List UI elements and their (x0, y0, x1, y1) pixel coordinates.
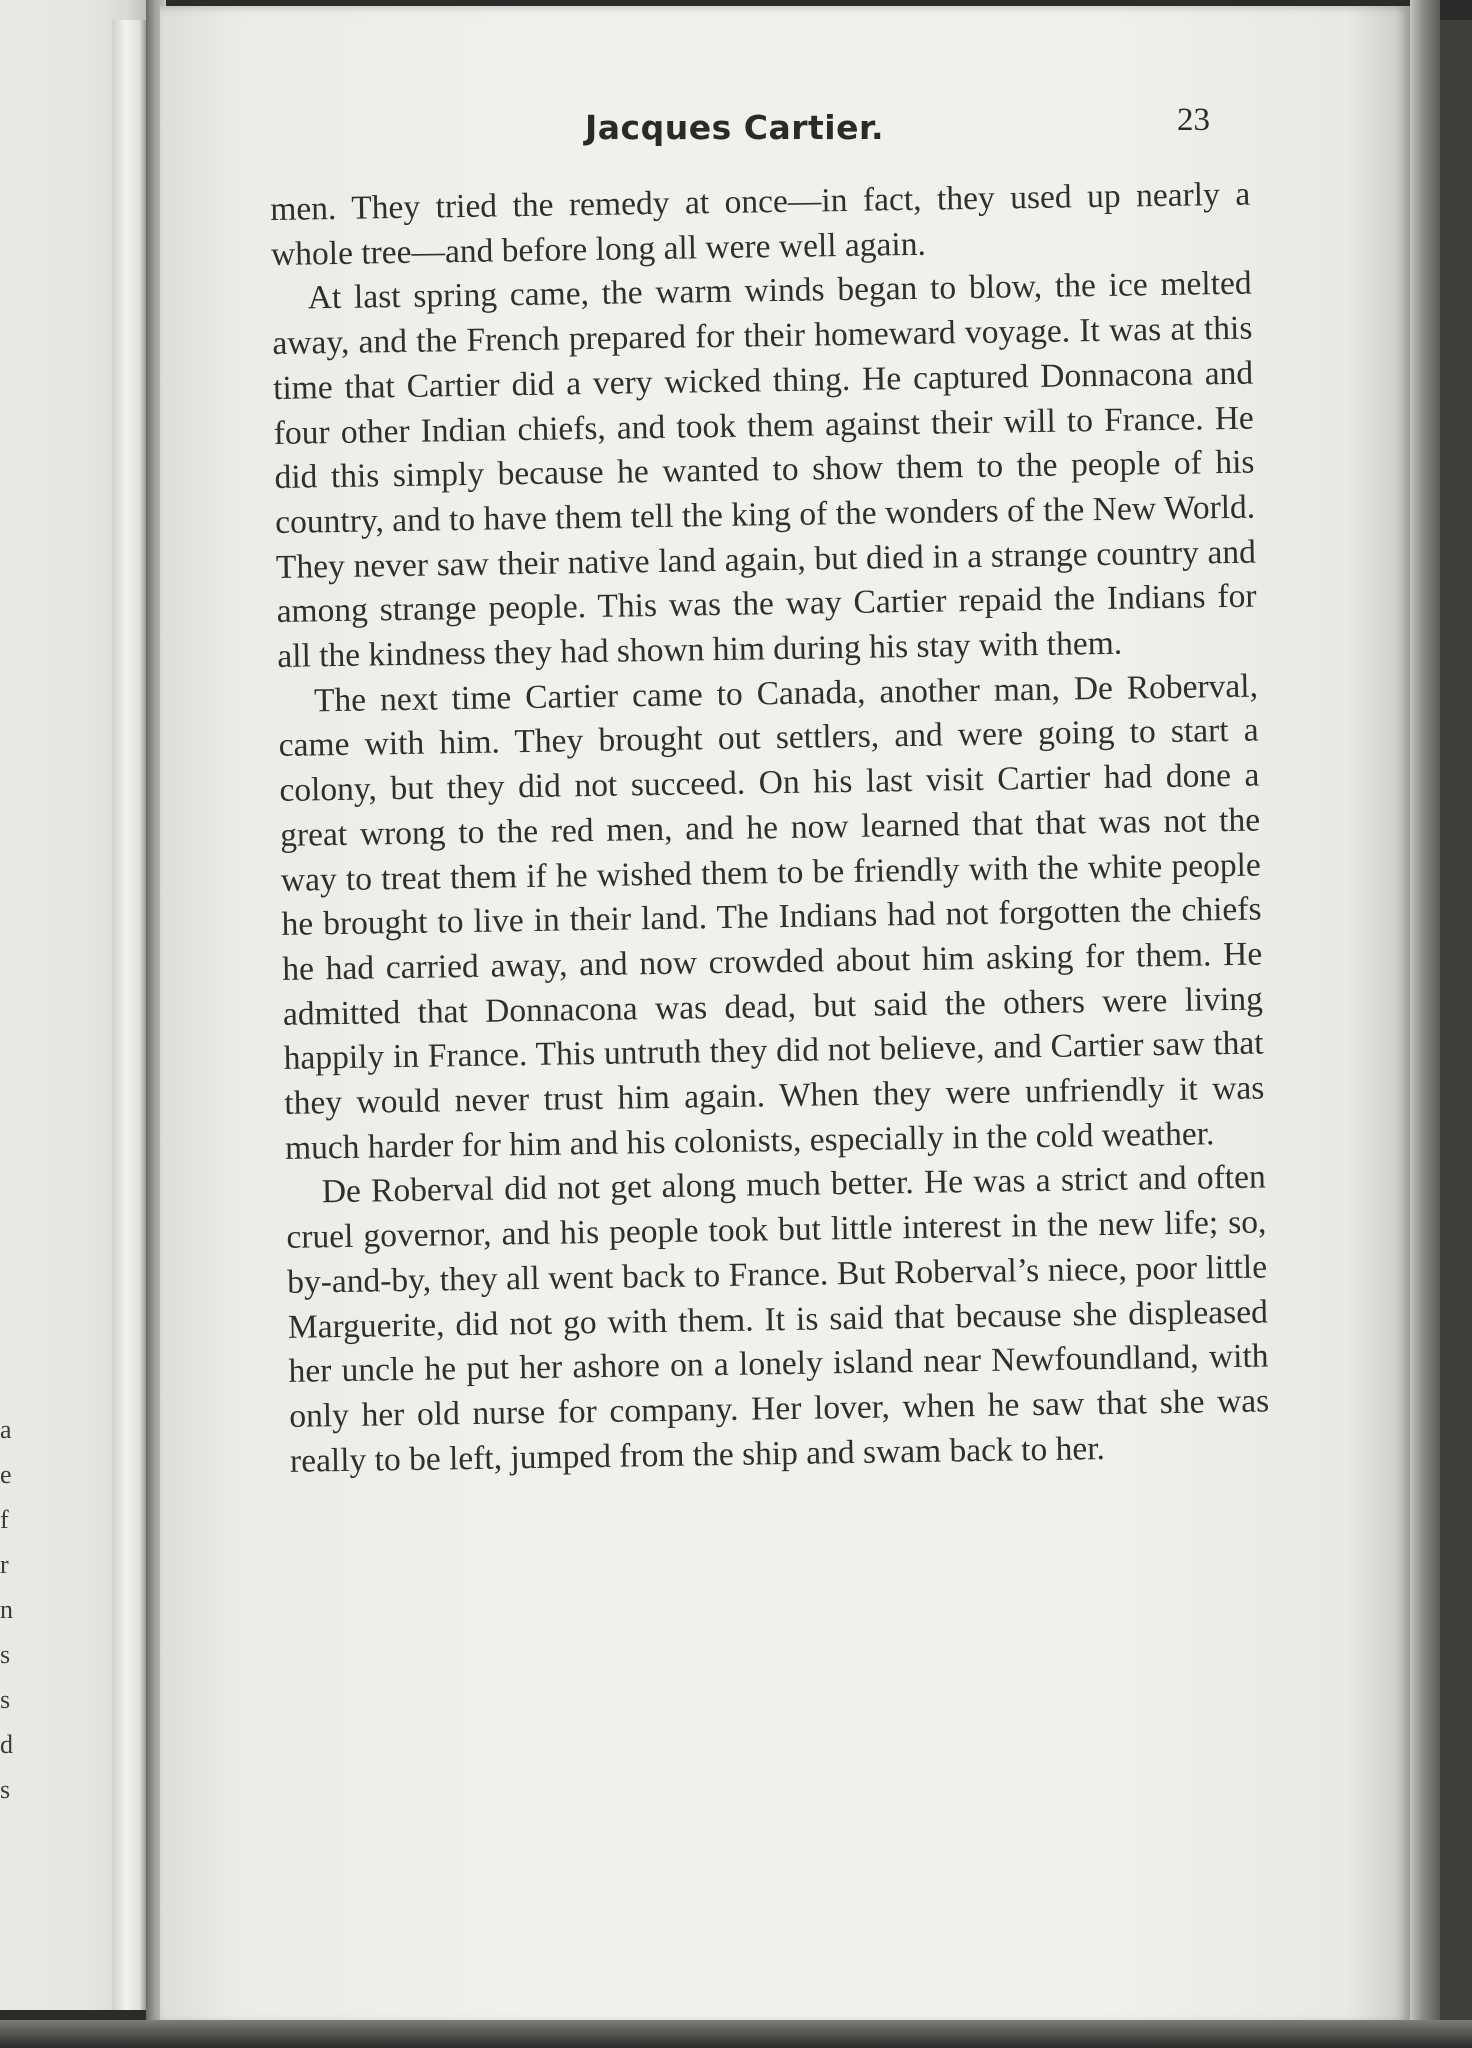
paragraph: At last spring came, the warm winds began to blow, the ice melted away, and the French prepared for their homeward voyage. It was at this time that Cartier did a very wicked thing. He captured Donnacona and four other Indian chiefs, and took them against their will to France. He did this simply because he wanted to show them to the people of his country, and to have them tell the king of the wonders of the New World. They never saw their native land again, but died in a strange country and among strange people. This was the way Cartier repaid the Indians for all the kindness they had shown him during his stay with them. (272, 265, 1257, 675)
left-page-edge (112, 20, 146, 2010)
left-fragment: a (0, 1415, 12, 1444)
book-cover-edge (1440, 20, 1472, 2048)
left-fragment: n (0, 1595, 13, 1624)
paragraph: De Roberval did not get along much better. He was a strict and often cruel governor, and his people took but little interest in the new life; so, by-and-by, they all went back to France. But Roberval’s niece, poor little Marguerite, did not go with them. It is said that because she displeased her uncle he put her ashore on a lonely island near Newfoundland, with only her old nurse for company. Her lover, when he saw that she was really to be left, jumped from the ship and swam back to her. (286, 1158, 1270, 1480)
running-head: Jacques Cartier. (585, 108, 885, 147)
paragraph: The next time Cartier came to Canada, another man, De Roberval, came with him. They brought out settlers, and were going to start a colony, but they did not succeed. On his last visit Cartier had done a great wrong to the red men, and he now learned that that was not the way to treat them if he wished them to be friendly with the white people he brought to live in their land. The Indians had not forgotten the chiefs he had carried away, and now crowded about him asking for them. He admitted that Donnacona was dead, but said the others were living happily in France. This untruth they did not believe, and Cartier saw that they would never trust him again. When they were unfriendly it was much harder for him and his colonists, especially in the cold weather. (278, 667, 1265, 1167)
left-fragment: s (0, 1640, 11, 1669)
left-fragment: e (0, 1460, 12, 1489)
page-body-text (270, 173, 1270, 1485)
paragraph: men. They tried the remedy at once—in fact, they used up nearly a whole tree—and before long all were well again. (270, 175, 1251, 273)
page-number: 23 (1177, 102, 1210, 138)
left-fragment: f (0, 1505, 9, 1534)
left-page-text-fragments (0, 1415, 22, 1820)
left-fragment: d (0, 1730, 13, 1759)
right-page-edge (1410, 0, 1440, 2040)
book-bottom-edge (0, 2020, 1472, 2048)
left-fragment: s (0, 1685, 11, 1714)
left-fragment: s (0, 1775, 11, 1804)
left-fragment: r (0, 1550, 9, 1579)
